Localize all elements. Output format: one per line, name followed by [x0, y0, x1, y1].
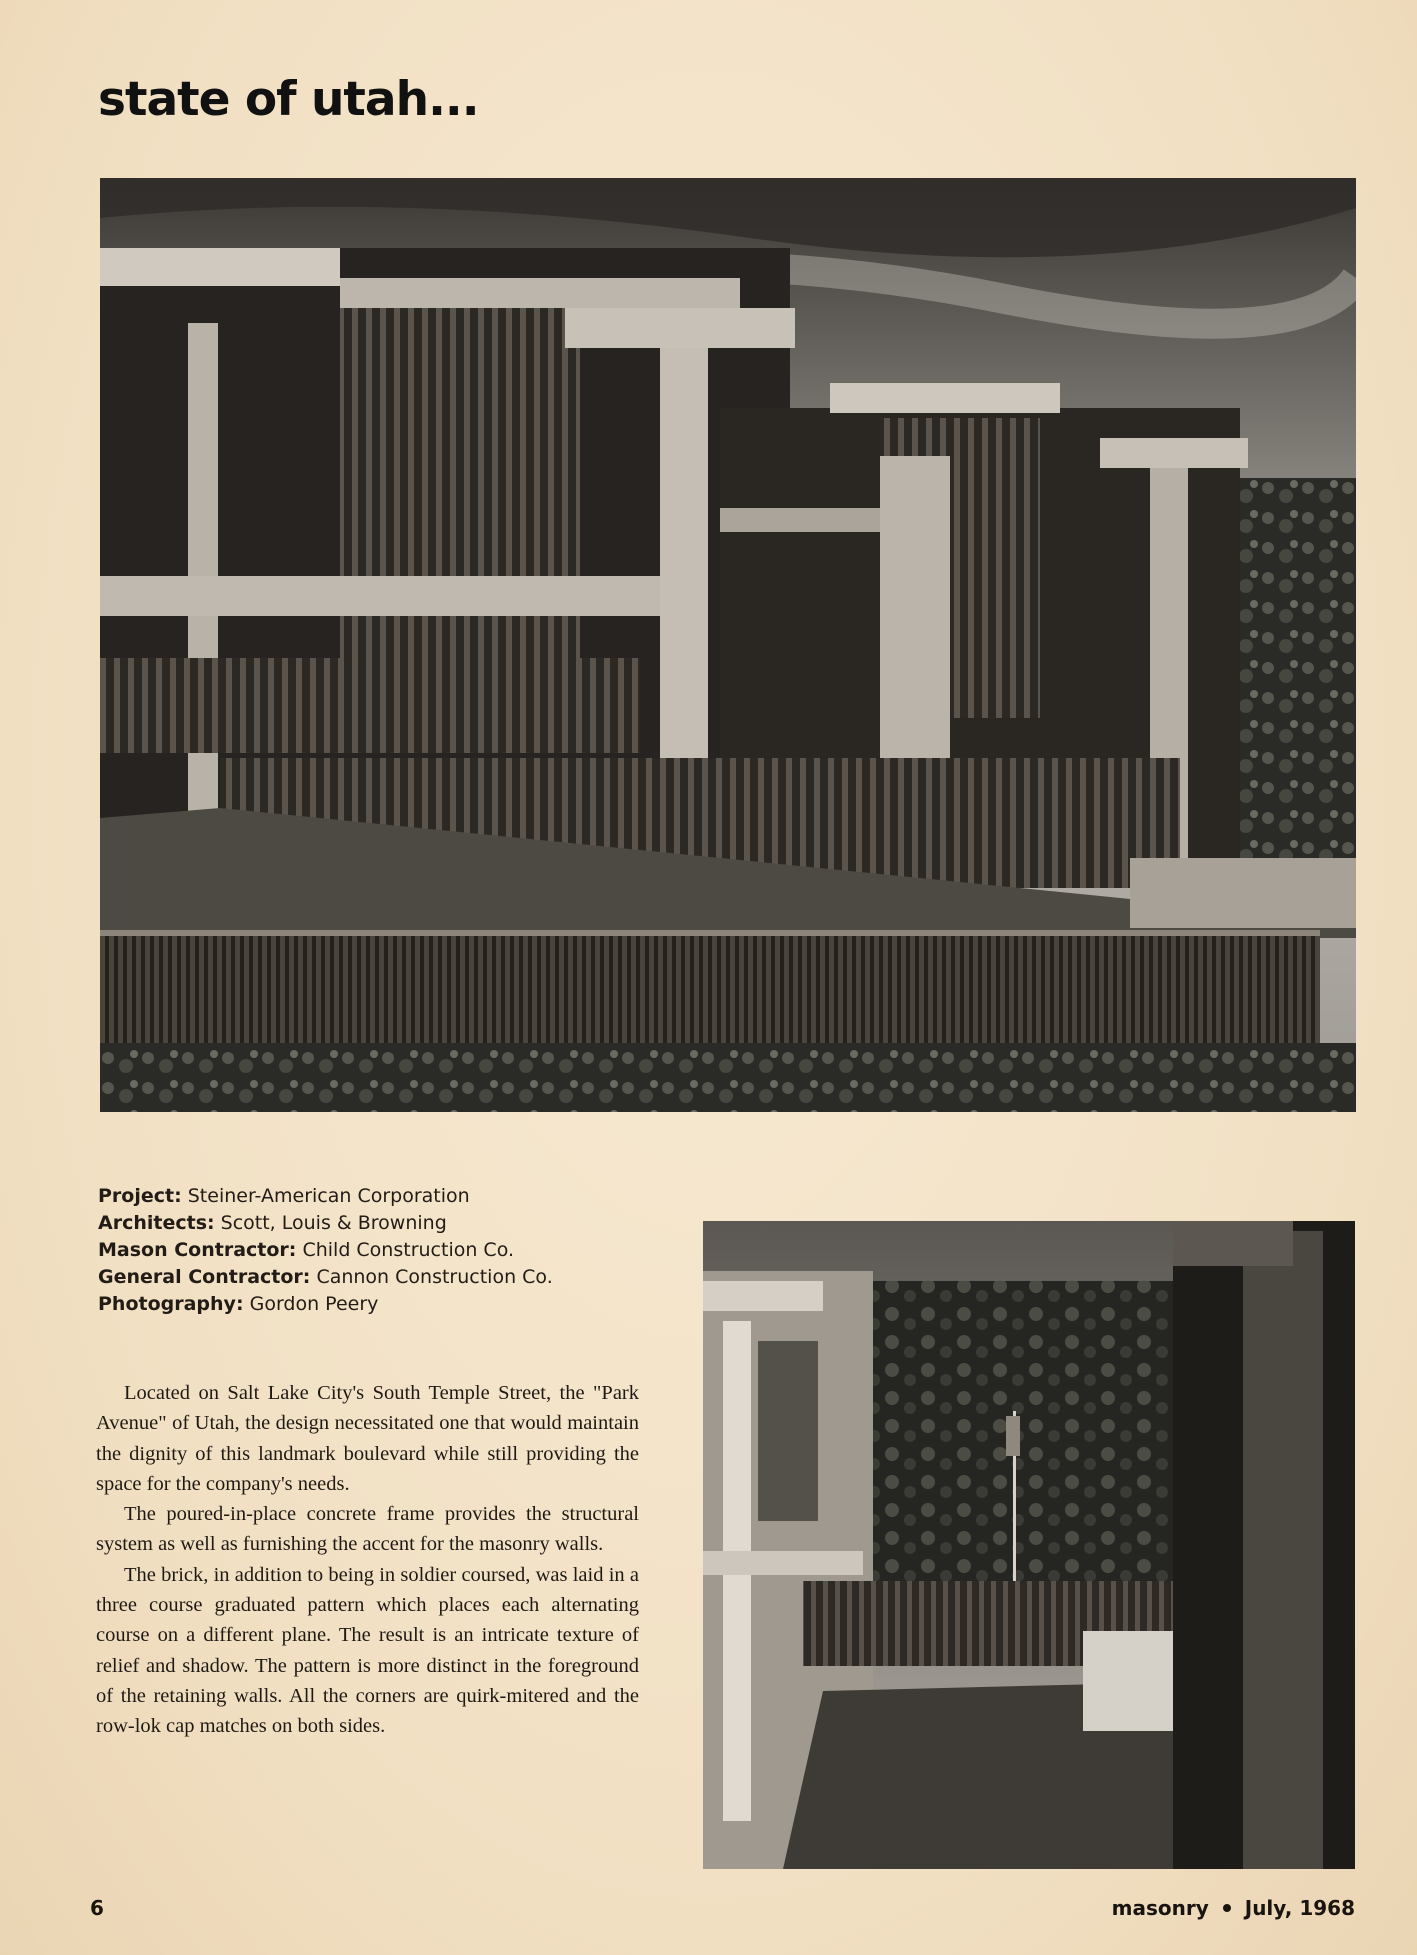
building-exterior-photo [100, 178, 1356, 1112]
bullet-icon [1223, 1904, 1231, 1912]
issue-date: July, 1968 [1244, 1896, 1355, 1920]
article-body [96, 1378, 639, 1742]
courtyard-photo [703, 1221, 1355, 1869]
body-paragraph: The poured-in-place concrete frame provides the structural system as well as furnishing the accent for the masonry walls. [96, 1503, 639, 1556]
credit-project: Project: Steiner-American Corporation [98, 1185, 470, 1207]
page-number: 6 [90, 1896, 104, 1920]
body-paragraph: Located on Salt Lake City's South Temple Street, the "Park Avenue" of Utah, the design necessitated one that would maintain the dignity of this landmark boulevard while still providing the space for the company's needs. [96, 1382, 639, 1495]
body-paragraph: The brick, in addition to being in soldier coursed, was laid in a three course graduated pattern which places each alternating course on a different plane. The result is an intricate texture of relief and shadow. The pattern is more distinct in the foreground of the retaining walls. All the corners are quirk-mitered and the row-lok cap matches on both sides. [96, 1563, 639, 1738]
credit-mason-contractor: Mason Contractor: Child Construction Co. [98, 1239, 515, 1261]
page-footer [1112, 1896, 1355, 1920]
page-title: state of utah... [98, 72, 479, 127]
credit-general-contractor: General Contractor: Cannon Construction Co. [98, 1266, 553, 1288]
magazine-name: masonry [1111, 1896, 1209, 1920]
credit-photography: Photography: Gordon Peery [98, 1293, 379, 1315]
credit-architects: Architects: Scott, Louis & Browning [98, 1212, 447, 1234]
project-credits [98, 1183, 658, 1318]
